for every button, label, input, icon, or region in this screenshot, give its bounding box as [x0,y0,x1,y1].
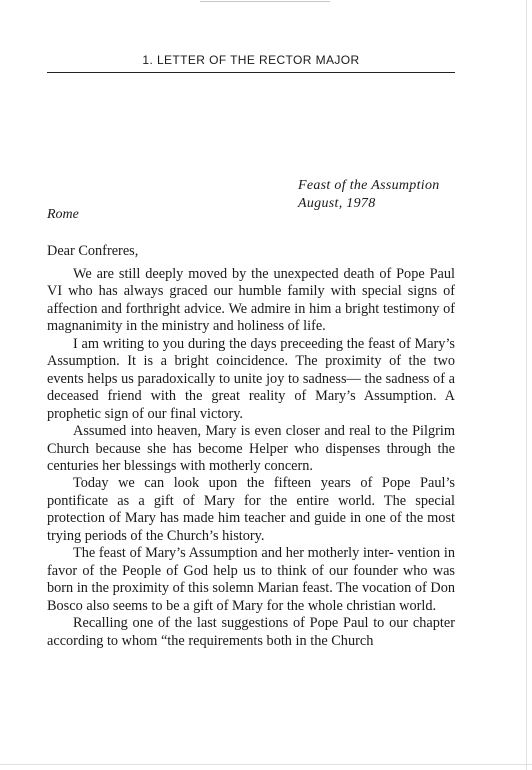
page-edge [526,0,527,770]
section-header: 1. LETTER OF THE RECTOR MAJOR [142,53,360,67]
dateline-feast: Feast of the Assumption [298,178,440,193]
paragraph: Recalling one of the last suggestions of Pope Paul to our chapter according to whom “the requirements both in the Church [47,615,455,649]
place-name: Rome [47,207,79,222]
paragraph: Today we can look upon the fifteen years of Pope Paul’s pontificate as a gift of Mary for the entire world. The special protection of Mary has made him teacher and guide in one of the most trying periods of the Church’s history. [47,475,455,544]
paragraph: We are still deeply moved by the unexpected death of Pope Paul VI who has always graced our humble family with special signs of affection and forthright advice. We admire in him a bright testimony of magnanimity in the ministry and holiness of life. [47,266,455,335]
bottom-edge-line [0,764,532,765]
dateline [298,177,440,213]
paragraph: The feast of Mary’s Assumption and her motherly inter- vention in favor of the People of God help us to think of our founder who was born in the proximity of this solemn Marian feast. The vocation of Don Bosco also seems to be a gift of Mary for the whole christian world. [47,545,455,614]
dateline-date: August, 1978 [298,196,376,211]
header-rule [47,72,455,73]
salutation: Dear Confreres, [47,243,139,259]
top-edge-line [200,1,330,2]
letter-body [47,266,455,650]
paragraph: Assumed into heaven, Mary is even closer and real to the Pilgrim Church because she has become Helper who dispenses through the centuries her blessings with motherly concern. [47,423,455,474]
paragraph: I am writing to you during the days preceeding the feast of Mary’s Assumption. It is a bright coincidence. The proximity of the two events helps us paradoxically to unite joy to sadness— the sadness of a deceased friend with the great reality of Mary’s Assumption. A prophetic sign of our final victory. [47,335,455,422]
